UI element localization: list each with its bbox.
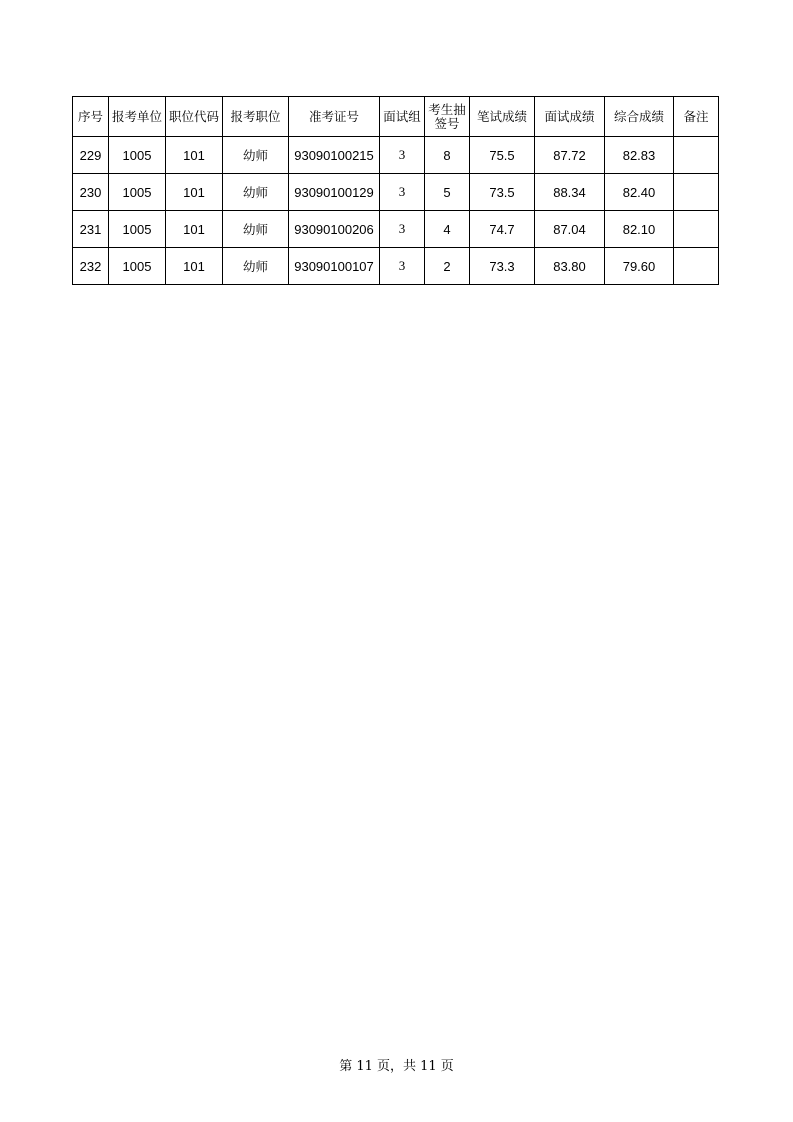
cell-written-score: 73.3: [470, 248, 535, 285]
cell-position-code: 101: [166, 174, 223, 211]
cell-interview-group: 3: [380, 211, 425, 248]
cell-ticket-number: 93090100129: [289, 174, 380, 211]
cell-remarks: [674, 211, 719, 248]
cell-written-score: 75.5: [470, 137, 535, 174]
cell-position: 幼师: [223, 174, 289, 211]
header-cell: 笔试成绩: [470, 97, 535, 137]
cell-position-code: 101: [166, 248, 223, 285]
cell-ticket-number: 93090100107: [289, 248, 380, 285]
header-cell: 报考单位: [109, 97, 166, 137]
header-cell: 面试成绩: [535, 97, 605, 137]
cell-unit: 1005: [109, 137, 166, 174]
cell-written-score: 74.7: [470, 211, 535, 248]
header-cell: 备注: [674, 97, 719, 137]
cell-ticket-number: 93090100206: [289, 211, 380, 248]
cell-interview-score: 83.80: [535, 248, 605, 285]
header-cell: 考生抽签号: [425, 97, 470, 137]
header-cell: 报考职位: [223, 97, 289, 137]
cell-position: 幼师: [223, 211, 289, 248]
cell-total-score: 82.10: [605, 211, 674, 248]
page-number-footer: 第 11 页，共 11 页: [339, 1059, 454, 1074]
header-cell: 面试组: [380, 97, 425, 137]
header-cell: 序号: [73, 97, 109, 137]
table-row: [73, 248, 719, 285]
cell-total-score: 82.83: [605, 137, 674, 174]
cell-draw-number: 5: [425, 174, 470, 211]
cell-serial: 232: [73, 248, 109, 285]
cell-interview-group: 3: [380, 174, 425, 211]
cell-position-code: 101: [166, 211, 223, 248]
cell-interview-score: 87.04: [535, 211, 605, 248]
cell-total-score: 79.60: [605, 248, 674, 285]
cell-ticket-number: 93090100215: [289, 137, 380, 174]
cell-written-score: 73.5: [470, 174, 535, 211]
table-row: [73, 211, 719, 248]
cell-position: 幼师: [223, 248, 289, 285]
cell-remarks: [674, 137, 719, 174]
cell-interview-group: 3: [380, 248, 425, 285]
cell-draw-number: 4: [425, 211, 470, 248]
cell-interview-score: 88.34: [535, 174, 605, 211]
cell-draw-number: 2: [425, 248, 470, 285]
cell-position: 幼师: [223, 137, 289, 174]
cell-total-score: 82.40: [605, 174, 674, 211]
cell-interview-score: 87.72: [535, 137, 605, 174]
header-cell: 职位代码: [166, 97, 223, 137]
cell-interview-group: 3: [380, 137, 425, 174]
cell-unit: 1005: [109, 174, 166, 211]
cell-serial: 229: [73, 137, 109, 174]
table-row: [73, 174, 719, 211]
header-cell: 综合成绩: [605, 97, 674, 137]
cell-remarks: [674, 174, 719, 211]
table-row: [73, 137, 719, 174]
cell-draw-number: 8: [425, 137, 470, 174]
cell-remarks: [674, 248, 719, 285]
cell-serial: 231: [73, 211, 109, 248]
score-table: [72, 96, 719, 285]
header-cell: 准考证号: [289, 97, 380, 137]
table-header-row: [73, 97, 719, 137]
cell-position-code: 101: [166, 137, 223, 174]
cell-unit: 1005: [109, 211, 166, 248]
cell-serial: 230: [73, 174, 109, 211]
cell-unit: 1005: [109, 248, 166, 285]
